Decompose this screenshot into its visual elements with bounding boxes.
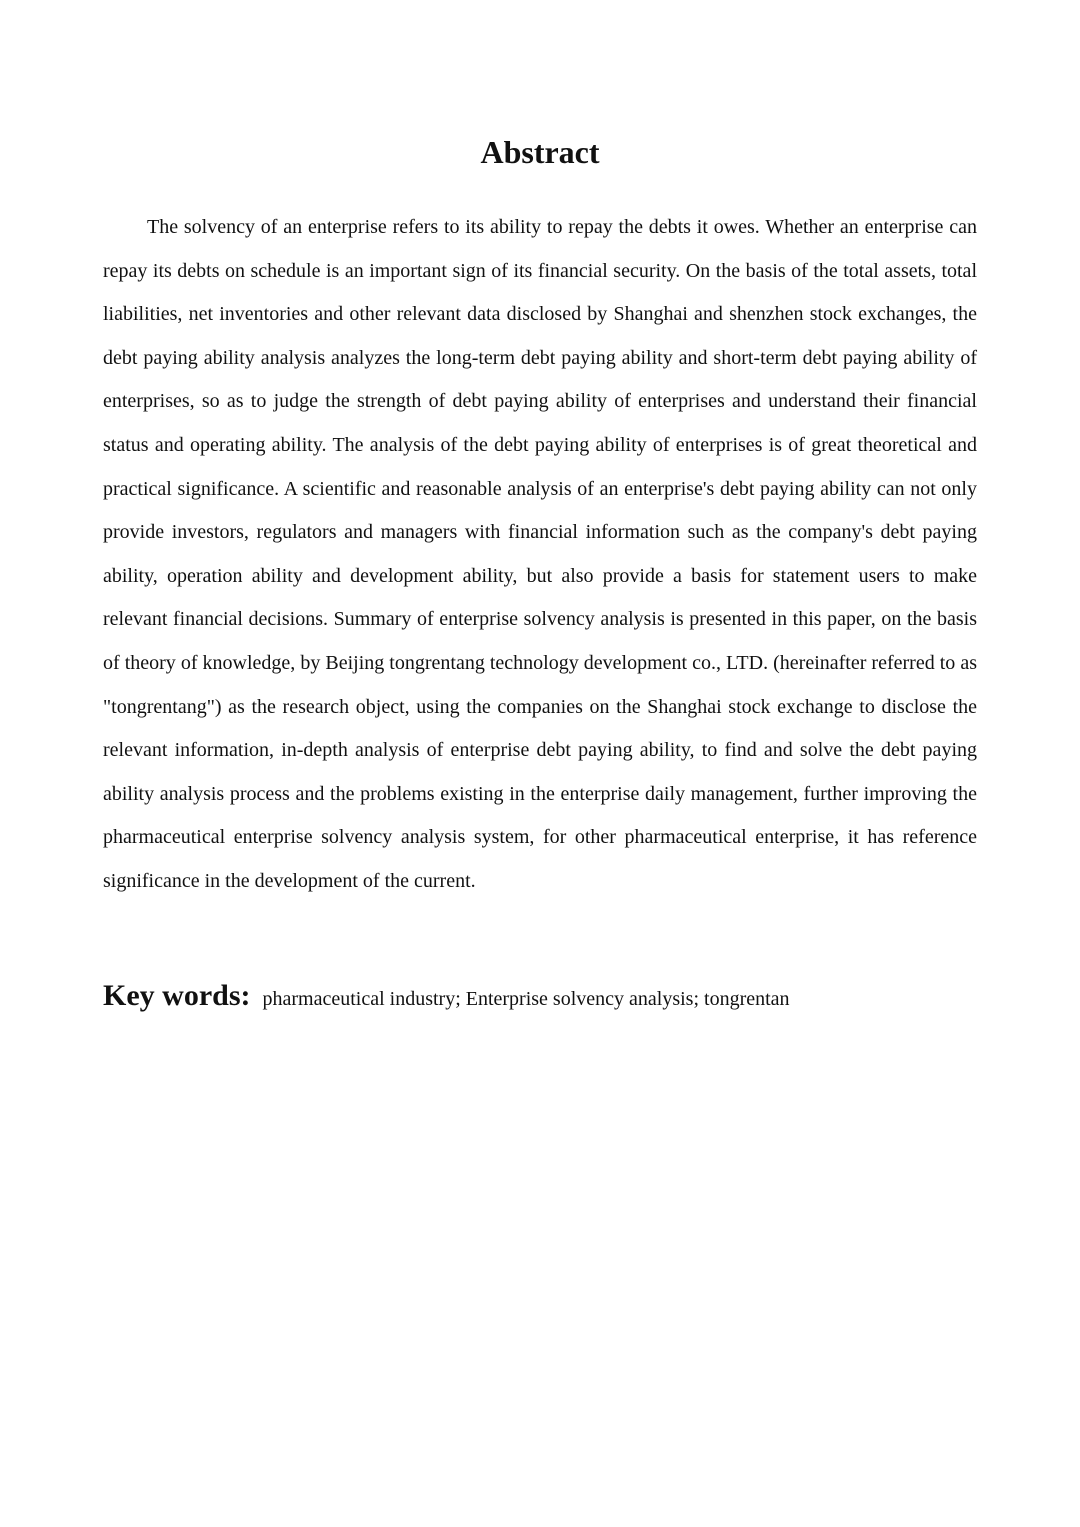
keywords-line [103, 974, 977, 1023]
keywords-text: pharmaceutical industry; Enterprise solvency analysis; tongrentan [262, 988, 790, 1010]
abstract-title: Abstract [480, 134, 600, 170]
keywords-label: Key words: [103, 979, 251, 1012]
abstract-body: The solvency of an enterprise refers to its ability to repay the debts it owes. Whether an enterprise can repay its debts on schedule is an important sign of its financial security. On the basis of the total assets, total liabilities, net inventories and other relevant data disclosed by Shanghai and shenzhen stock exchanges, the debt paying ability analysis analyzes the long-term debt paying ability and short-term debt paying ability of enterprises, so as to judge the strength of debt paying ability of enterprises and understand their financial status and operating ability. The analysis of the debt paying ability of enterprises is of great theoretical and practical significance. A scientific and reasonable analysis of an enterprise's debt paying ability can not only provide investors, regulators and managers with financial information such as the company's debt paying ability, operation ability and development ability, but also provide a basis for statement users to make relevant financial decisions. Summary of enterprise solvency analysis is presented in this paper, on the basis of theory of knowledge, by Beijing tongrentang technology development co., LTD. (hereinafter referred to as "tongrentang") as the research object, using the companies on the Shanghai stock exchange to disclose the relevant information, in-depth analysis of enterprise debt paying ability, to find and solve the debt paying ability analysis process and the problems existing in the enterprise daily management, further improving the pharmaceutical enterprise solvency analysis system, for other pharmaceutical enterprise, it has reference significance in the development of the current. [103, 216, 977, 892]
